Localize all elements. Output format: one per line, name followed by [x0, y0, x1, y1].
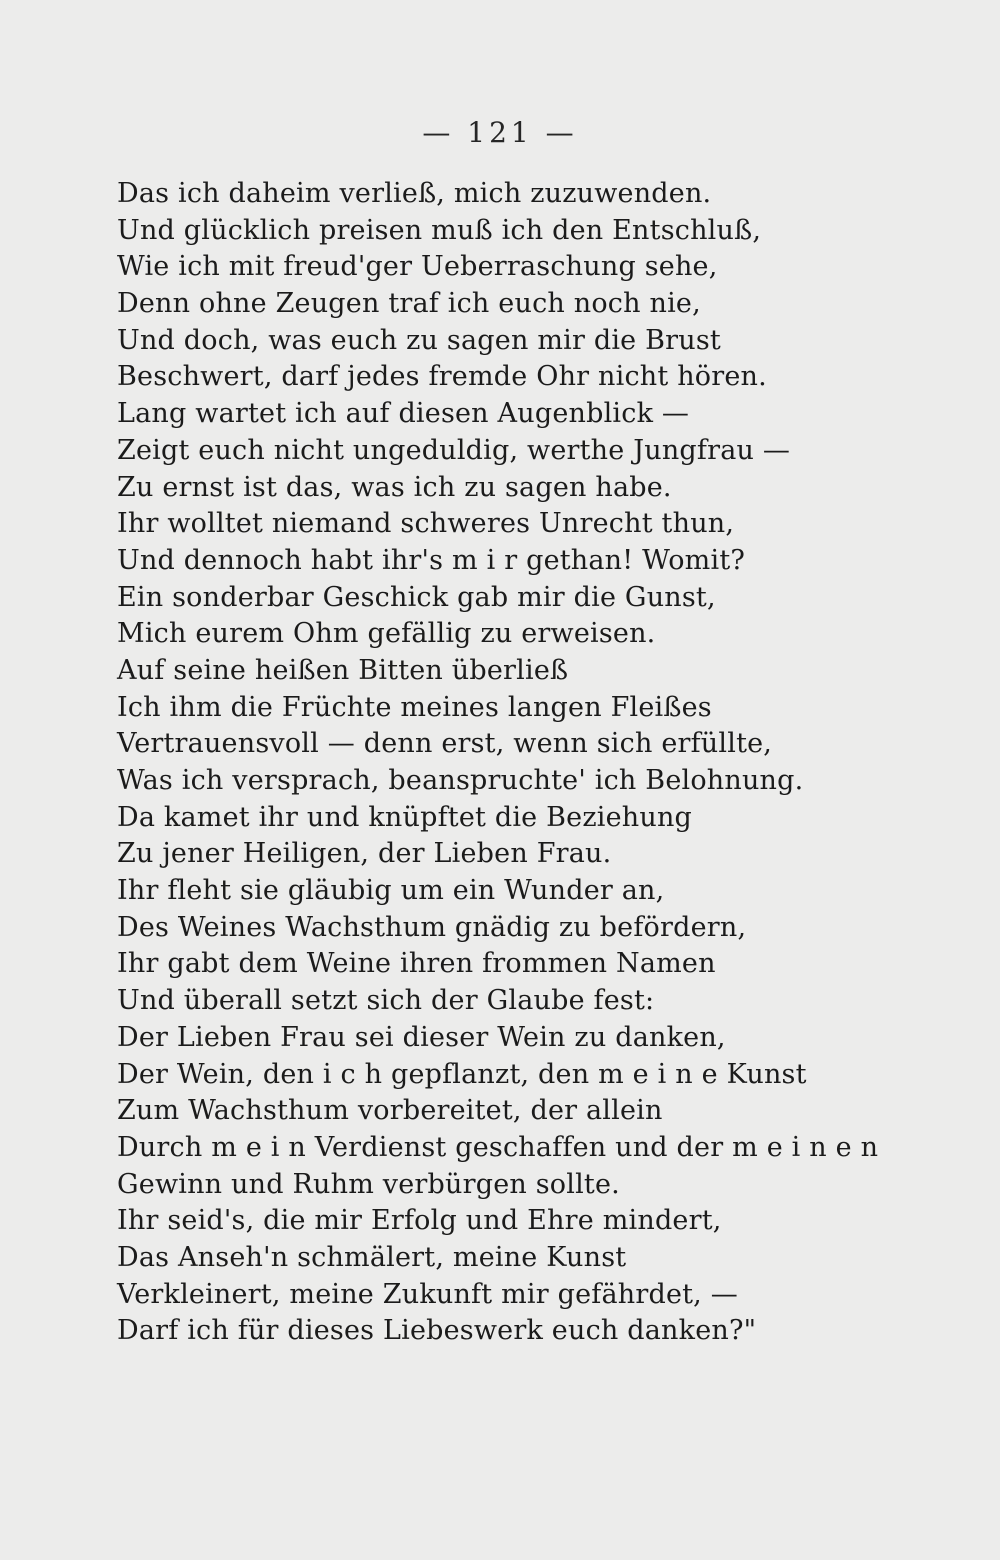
verse-line: Auf seine heißen Bitten überließ [117, 654, 569, 686]
verse-line: Ihr gabt dem Weine ihren frommen Namen [117, 948, 716, 980]
verse-line: Da kamet ihr und knüpftet die Beziehung [117, 801, 693, 833]
verse-line: Ihr wolltet niemand schweres Unrecht thun, [117, 508, 735, 540]
verse-line: Ein sonderbar Geschick gab mir die Gunst, [117, 581, 716, 613]
verse-line: Ihr fleht sie gläubig um ein Wunder an, [117, 875, 665, 907]
verse-line: Lang wartet ich auf diesen Augenblick — [117, 398, 690, 430]
verse-line: Der Lieben Frau sei dieser Wein zu danken, [117, 1021, 726, 1053]
verse-line: Das ich daheim verließ, mich zuzuwenden. [117, 178, 712, 209]
verse-line: Zu ernst ist das, was ich zu sagen habe. [117, 471, 672, 503]
page-number-header: — 121 — [422, 116, 578, 149]
verse-line: Gewinn und Ruhm verbürgen sollte. [117, 1168, 620, 1200]
verse-line: Das Anseh'n schmälert, meine Kunst [117, 1241, 627, 1273]
verse-line: Zu jener Heiligen, der Lieben Frau. [117, 838, 612, 870]
verse-line: Was ich versprach, beanspruchte' ich Belohnung. [117, 765, 804, 796]
verse-line: Ihr seid's, die mir Erfolg und Ehre mindert, [117, 1205, 722, 1237]
verse-line: Und doch, was euch zu sagen mir die Brust [117, 324, 721, 356]
verse-line: Durch m e i n Verdienst geschaffen und der m e i n e n [117, 1131, 879, 1163]
verse-line: Und überall setzt sich der Glaube fest: [117, 985, 655, 1017]
verse-line: Ich ihm die Früchte meines langen Fleißes [117, 691, 712, 723]
verse-line: Und dennoch habt ihr's m i r gethan! Womit? [117, 544, 746, 576]
verse-line: Verkleinert, meine Zukunft mir gefährdet, — [117, 1278, 738, 1310]
verse-text [117, 176, 967, 1350]
verse-line: Zeigt euch nicht ungeduldig, werthe Jungfrau — [117, 434, 791, 466]
verse-line: Und glücklich preisen muß ich den Entschluß, [117, 214, 762, 246]
verse-line: Darf ich für dieses Liebeswerk euch danken?" [117, 1315, 757, 1347]
verse-line: Vertrauensvoll — denn erst, wenn sich erfüllte, [117, 728, 773, 760]
verse-line: Mich eurem Ohm gefällig zu erweisen. [117, 618, 656, 650]
verse-line: Zum Wachsthum vorbereitet, der allein [117, 1095, 663, 1127]
verse-line: Wie ich mit freud'ger Ueberraschung sehe, [117, 251, 718, 283]
verse-line: Der Wein, den i c h gepflanzt, den m e i n e Kunst [117, 1058, 807, 1090]
verse-line: Des Weines Wachsthum gnädig zu befördern, [117, 911, 747, 943]
verse-line: Beschwert, darf jedes fremde Ohr nicht hören. [117, 361, 767, 393]
verse-line: Denn ohne Zeugen traf ich euch noch nie, [117, 288, 701, 320]
